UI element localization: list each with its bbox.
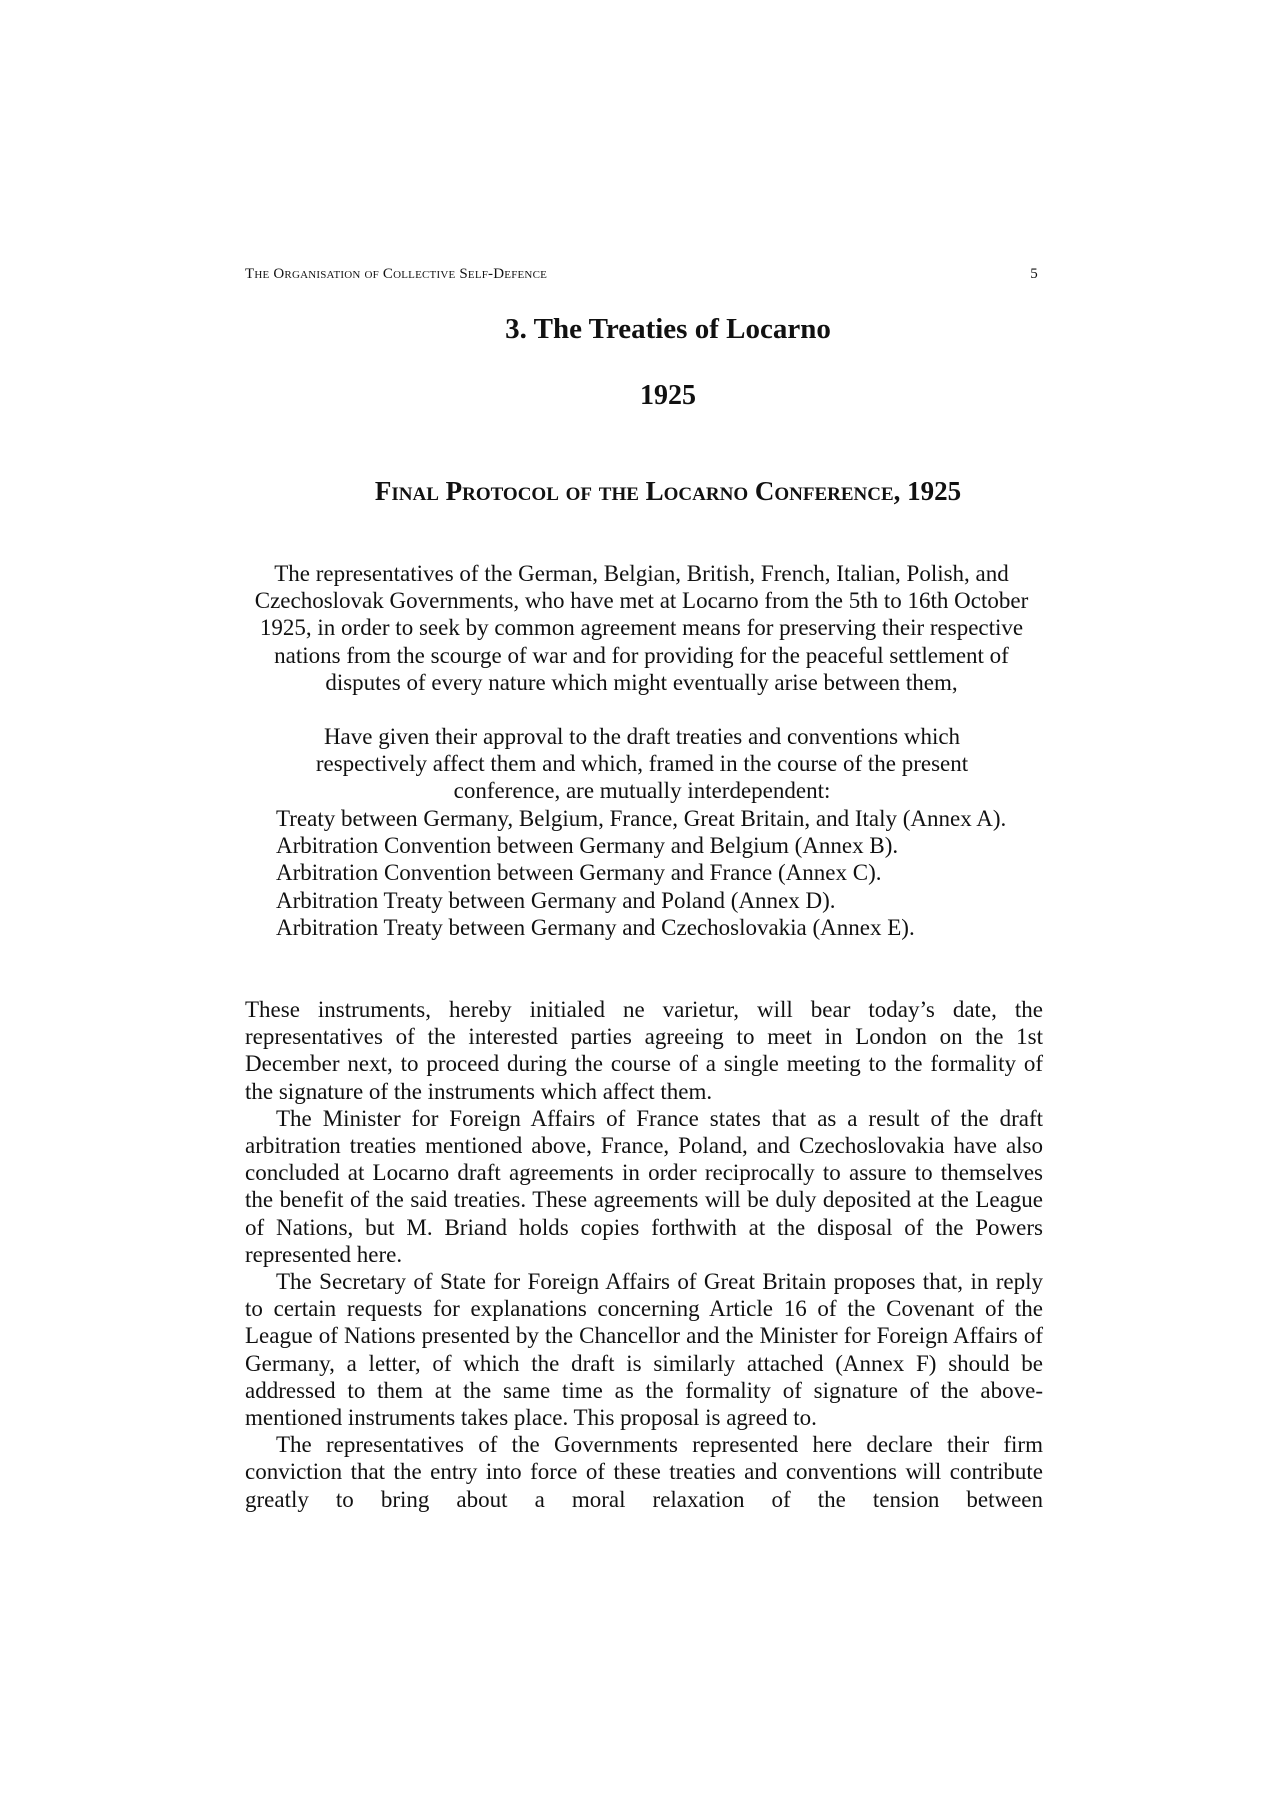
preamble-paragraph: The representatives of the German, Belgian, British, French, Italian, Polish, and Czechoslovak Governments, who have met at Locarno from the 5th to 16th October 1925, in order to seek by common agreement means for preserving their respective nations from the scourge of war and for providing for the peaceful settlement of disputes of every nature which might eventually arise between them,: [254, 561, 1029, 695]
instrument-item: Arbitration Convention between Germany and France (Annex C).: [276, 860, 882, 886]
running-title: The Organisation of Collective Self-Defence: [245, 266, 548, 282]
running-header: [245, 266, 1038, 288]
chapter-title: 3. The Treaties of Locarno: [505, 313, 831, 345]
chapter-year: 1925: [640, 380, 696, 411]
body-paragraph: The representatives of the Governments represented here declare their firm conviction that the entry into force of these treaties and conventions will contribute greatly to bring about a moral relaxation of the tension between: [245, 1432, 1043, 1512]
document-title: Final Protocol of the Locarno Conference, 1925: [374, 476, 962, 506]
instrument-item: Treaty between Germany, Belgium, France, Great Britain, and Italy (Annex A).: [276, 806, 1007, 831]
body-paragraph: The Secretary of State for Foreign Affairs of Great Britain proposes that, in reply to certain requests for explanations concerning Article 16 of the Covenant of the League of Nations presented by the Chancellor and the Minister for Foreign Affairs of Germany, a letter, of which the draft is similarly attached (Annex F) should be addressed to them at the same time as the formality of signature of the above-mentioned instruments takes place. This proposal is agreed to.: [245, 1269, 1043, 1431]
instrument-item: Arbitration Treaty between Germany and Poland (Annex D).: [276, 887, 836, 913]
instrument-list: [276, 805, 1043, 941]
body-paragraph: These instruments, hereby initialed ne varietur, will bear today’s date, the representatives of the interested parties agreeing to meet in London on the 1st December next, to proceed during the course of a single meeting to the formality of the signature of the instruments which affect them.: [245, 997, 1043, 1104]
page-number: 5: [1030, 266, 1038, 282]
body-paragraph: The Minister for Foreign Affairs of France states that as a result of the draft arbitration treaties mentioned above, France, Poland, and Czechoslovakia have also concluded at Locarno draft agreements in order reciprocally to assure to themselves the benefit of the said treaties. These agreements will be duly deposited at the League of Nations, but M. Briand holds copies forthwith at the disposal of the Powers represented here.: [245, 1105, 1043, 1267]
body-text: [245, 996, 1043, 1513]
approval-paragraph: Have given their approval to the draft treaties and conventions which respectively affect them and which, framed in the course of the present conference, are mutually interdependent:: [315, 724, 969, 804]
instrument-item: Arbitration Convention between Germany and Belgium (Annex B).: [276, 833, 899, 859]
instrument-item: Arbitration Treaty between Germany and Czechoslovakia (Annex E).: [276, 914, 915, 940]
